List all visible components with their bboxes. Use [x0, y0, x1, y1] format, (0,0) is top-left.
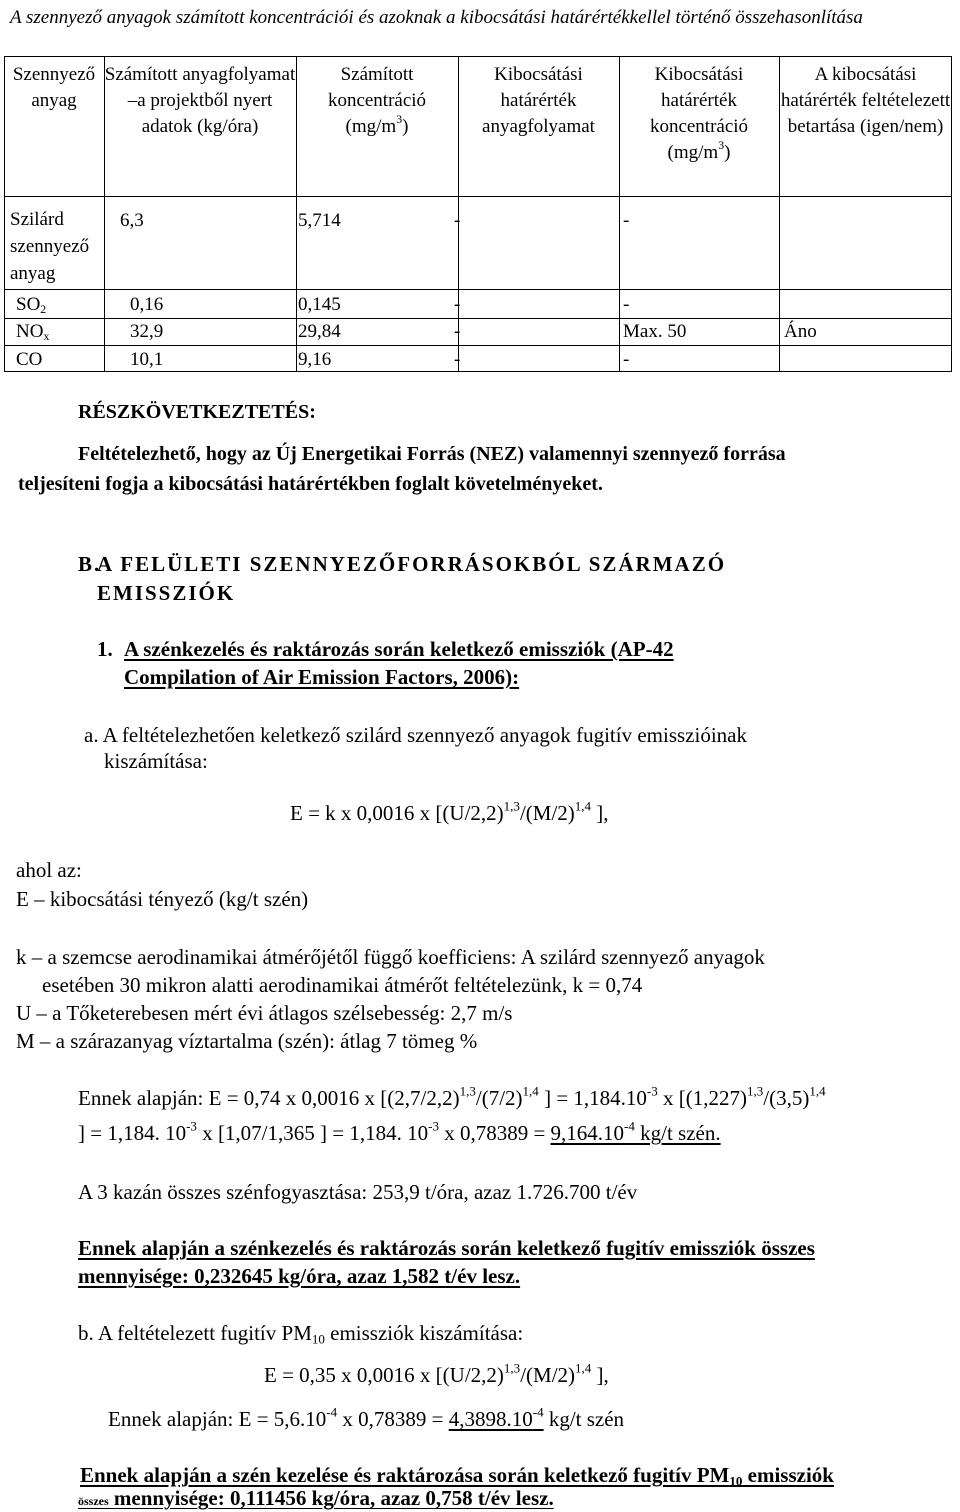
- row-solid-conc: 5,714: [298, 210, 341, 231]
- summary-title: RÉSZKÖVETKEZTETÉS:: [78, 401, 316, 423]
- calc-a-line-1: Ennek alapján: E = 0,74 x 0,0016 x [$(2,7/2,2)^{1,3}/(7/2)^{1,4}$ ] = $1,184.10^{-3}$ x [$(1,227)^{1,3}/(3,5)^{1,4}$: [78, 1083, 826, 1110]
- row-solid-flow: 6,3: [120, 210, 144, 231]
- subsection-title-2: Compilation of Air Emission Factors, 2006):: [124, 665, 520, 689]
- header-compliance: A kibocsátási határérték feltételezett betartása (igen/nem): [780, 64, 951, 137]
- header-limit-concentration: Kibocsátási határérték koncentráció $(mg/m^3)$: [649, 64, 749, 163]
- result-b-line-1: Ennek alapján a szén kezelése és raktározása során keletkező fugitív $PM_{10}$ emissziók: [80, 1463, 834, 1489]
- section-b-title-2: EMISSZIÓK: [97, 581, 236, 605]
- row-solid-name: Szilárd szennyező anyag: [10, 209, 90, 284]
- header-pollutant: Szennyező anyag: [12, 64, 96, 111]
- row-co-name: CO: [16, 349, 43, 370]
- section-b-title-1: A FELÜLETI SZENNYEZŐFORRÁSOKBÓL SZÁRMAZÓ: [97, 552, 727, 576]
- result-a-line-1: Ennek alapján a szénkezelés és raktározás során keletkező fugitív emissziók összes: [78, 1236, 815, 1260]
- part-a-line-2: kiszámítása:: [104, 749, 208, 773]
- def-m: M – a szárazanyag víztartalma (szén): átlag 7 tömeg %: [16, 1029, 478, 1053]
- row-co-limit-flow: -: [454, 349, 461, 370]
- def-k-1: k – a szemcse aerodinamikai átmérőjétől függő koefficiens: A szilárd szennyező anyagok: [16, 945, 765, 969]
- subsection-number: 1.: [97, 637, 113, 661]
- row-nox-limit-conc: Max. 50: [623, 321, 687, 342]
- row-so2-flow: 0,16: [130, 294, 164, 315]
- calc-b: Ennek alapján: $E = 5,6.10^{-4}$ x $0,78389 = 4,3898.10^{-4}$ kg/t szén: [108, 1404, 625, 1431]
- row-solid-limit-conc: -: [623, 210, 630, 231]
- def-u: U – a Tőketerebesen mért évi átlagos szélsebesség: 2,7 m/s: [16, 1001, 513, 1025]
- row-co-conc: 9,16: [298, 349, 332, 370]
- summary-line-2: teljesíteni fogja a kibocsátási határértékben foglalt követelményeket.: [18, 473, 603, 495]
- section-b-label: B.: [78, 552, 102, 576]
- row-nox-conc: 29,84: [298, 321, 341, 342]
- row-so2-conc: 0,145: [298, 294, 341, 315]
- result-a-line-2: mennyisége: 0,232645 kg/óra, azaz 1,582 t/év lesz.: [78, 1264, 521, 1288]
- header-calculated-flow: Számított anyagfolyamat –a projektből nyert adatok (kg/óra): [104, 64, 296, 137]
- where-label: ahol az:: [16, 858, 82, 882]
- row-so2-name: $SO_2$: [16, 294, 47, 316]
- header-calculated-concentration: Számított koncentráció $(mg/m^3)$: [327, 64, 427, 137]
- row-nox-flow: 32,9: [130, 321, 164, 342]
- row-nox-name: $NO_x$: [16, 321, 50, 343]
- row-co-flow: 10,1: [130, 349, 164, 370]
- summary-line-1: Feltételezhető, hogy az Új Energetikai Forrás (NEZ) valamennyi szennyező forrása: [78, 443, 786, 465]
- part-b-line: b. A feltételezett fugitív $PM_{10}$ emissziók kiszámítása:: [78, 1321, 524, 1347]
- row-co-limit-conc: -: [623, 349, 630, 370]
- row-solid-limit-flow: -: [454, 210, 461, 231]
- coal-consumption: A 3 kazán összes szénfogyasztása: 253,9 t/óra, azaz 1.726.700 t/év: [78, 1180, 638, 1204]
- row-so2-limit-conc: -: [623, 294, 630, 315]
- row-nox-limit-flow: -: [454, 321, 461, 342]
- row-so2-limit-flow: -: [454, 294, 461, 315]
- subsection-title-1: A szénkezelés és raktározás során keletkező emissziók (AP-42: [124, 637, 674, 661]
- def-k-2: esetében 30 mikron alatti aerodinamikai átmérőt feltételezünk, k = 0,74: [42, 973, 643, 997]
- def-e: E – kibocsátási tényező (kg/t szén): [16, 887, 309, 911]
- result-b-line-2: összes mennyisége: 0,111456 kg/óra, azaz 0,758 t/év lesz.: [78, 1486, 554, 1510]
- part-a-line-1: a. A feltételezhetően keletkező szilárd szennyező anyagok fugitív emisszióinak: [84, 723, 747, 747]
- calc-a-line-2: ] = 1,184. $10^{-3}$ x [1,07/1,365 ] = 1,184. $10^{-3}$ x $0,78389 = 9,164.10^{-4}$ kg/t szén.: [78, 1118, 721, 1145]
- row-nox-compliance: Áno: [784, 321, 817, 342]
- formula-b: E = 0,35 x 0,0016 x [$(U/2,2)^{1,3}/(M/2)^{1,4}$ ],: [264, 1360, 609, 1387]
- header-limit-flow: Kibocsátási határérték anyagfolyamat: [482, 64, 595, 137]
- table-caption: A szennyező anyagok számított koncentrációi és azoknak a kibocsátási határértékkellel történő összehasonlítása: [10, 7, 863, 28]
- formula-a: E = k x 0,0016 x [$(U/2,2)^{1,3}/(M/2)^{1,4}$ ],: [290, 798, 609, 825]
